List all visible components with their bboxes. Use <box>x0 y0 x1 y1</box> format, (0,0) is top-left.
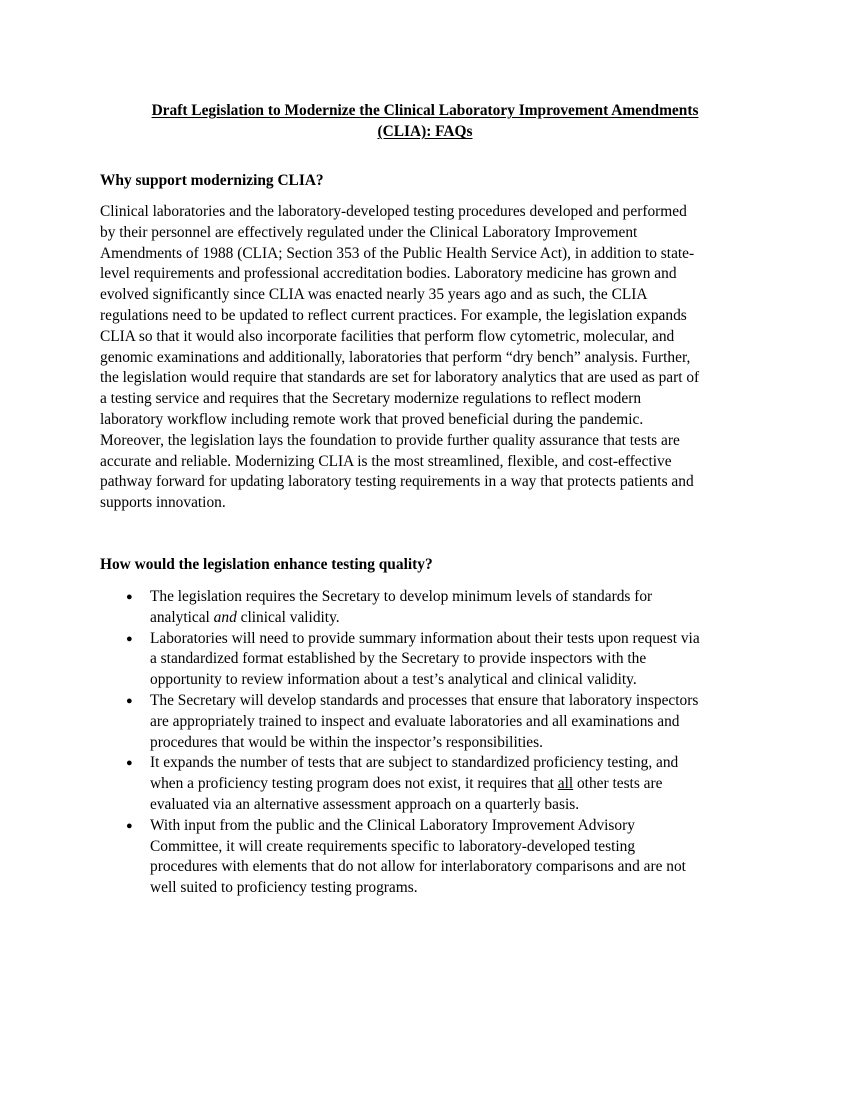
bullet-line: Laboratories will need to provide summary information about their tests upon request via <box>150 629 700 647</box>
underlined-text: all <box>557 775 574 793</box>
paragraph-line: a testing service and requires that the Secretary modernize regulations to reflect modern <box>100 390 642 408</box>
title-line: (CLIA): FAQs <box>377 123 473 140</box>
bullet-line <box>150 774 760 795</box>
bullet-line: The legislation requires the Secretary to develop minimum levels of standards for <box>150 588 653 605</box>
section-heading-why-support: Why support modernizing CLIA? <box>100 172 324 189</box>
list-item <box>100 629 760 691</box>
bullet-icon: ● <box>126 591 133 603</box>
paragraph-line: regulations need to be updated to reflect current practices. For example, the legislation expands <box>100 306 687 324</box>
bullet-line: The Secretary will develop standards and processes that ensure that laboratory inspectors <box>150 691 699 709</box>
bullet-icon: ● <box>126 694 133 707</box>
bullet-line: a standardized format established by the Secretary to provide inspectors with the <box>150 650 647 668</box>
list-item <box>100 587 760 629</box>
section-paragraph <box>100 202 760 514</box>
title-line: Draft Legislation to Modernize the Clinical Laboratory Improvement Amendments <box>151 102 699 119</box>
bullet-line: are appropriately trained to inspect and evaluate laboratories and all examinations and <box>150 712 680 730</box>
list-item <box>100 691 760 753</box>
bullet-icon: ● <box>126 632 133 645</box>
bullet-text-segment: analytical <box>150 608 214 626</box>
bullet-icon: ● <box>126 819 133 832</box>
bullet-line <box>150 608 760 629</box>
paragraph-line: the legislation would require that standards are set for laboratory analytics that are used as part of <box>100 369 700 387</box>
bullet-text-segment: when a proficiency testing program does not exist, it requires that <box>150 775 558 793</box>
paragraph-line: accurate and reliable. Modernizing CLIA is the most streamlined, flexible, and cost-effective <box>100 452 672 470</box>
bullet-text-segment: other tests are <box>573 775 663 793</box>
bullet-text-segment: clinical validity. <box>236 608 340 626</box>
bullet-line: procedures that would be within the inspector’s responsibilities. <box>150 733 543 751</box>
paragraph-line: level requirements and professional accreditation bodies. Laboratory medicine has grown and <box>100 265 677 283</box>
paragraph-line: genomic examinations and additionally, laboratories that perform “dry bench” analysis. Further, <box>100 348 691 366</box>
paragraph-line: Clinical laboratories and the laboratory-developed testing procedures developed and performed <box>100 203 687 220</box>
bullet-list <box>100 587 760 899</box>
bullet-line: With input from the public and the Clinical Laboratory Improvement Advisory <box>150 816 635 834</box>
document-title <box>100 100 750 142</box>
bullet-line: procedures with elements that do not allow for interlaboratory comparisons and are not <box>150 858 686 876</box>
paragraph-line: by their personnel are effectively regulated under the Clinical Laboratory Improvement <box>100 223 638 241</box>
bullet-icon: ● <box>126 757 133 770</box>
bullet-line: evaluated via an alternative assessment approach on a quarterly basis. <box>150 795 580 813</box>
paragraph-line: supports innovation. <box>100 494 226 512</box>
list-item <box>100 753 760 815</box>
list-item <box>100 816 760 899</box>
emphasis-text: and <box>213 608 237 626</box>
bullet-line: opportunity to review information about a test’s analytical and clinical validity. <box>150 671 637 689</box>
paragraph-line: CLIA so that it would also incorporate facilities that perform flow cytometric, molecular, and <box>100 327 675 345</box>
paragraph-line: Amendments of 1988 (CLIA; Section 353 of the Public Health Service Act), in addition to state- <box>100 244 695 262</box>
paragraph-line: evolved significantly since CLIA was enacted nearly 35 years ago and as such, the CLIA <box>100 286 648 304</box>
bullet-line: It expands the number of tests that are subject to standardized proficiency testing, and <box>150 754 679 772</box>
bullet-line: well suited to proficiency testing programs. <box>150 879 418 897</box>
paragraph-line: laboratory workflow including remote work that proved beneficial during the pandemic. <box>100 410 644 428</box>
bullet-line: Committee, it will create requirements specific to laboratory-developed testing <box>150 837 636 855</box>
paragraph-line: pathway forward for updating laboratory testing requirements in a way that protects patients and <box>100 473 694 491</box>
paragraph-line: Moreover, the legislation lays the foundation to provide further quality assurance that tests are <box>100 431 680 449</box>
section-heading-testing-quality: How would the legislation enhance testing quality? <box>100 556 433 573</box>
